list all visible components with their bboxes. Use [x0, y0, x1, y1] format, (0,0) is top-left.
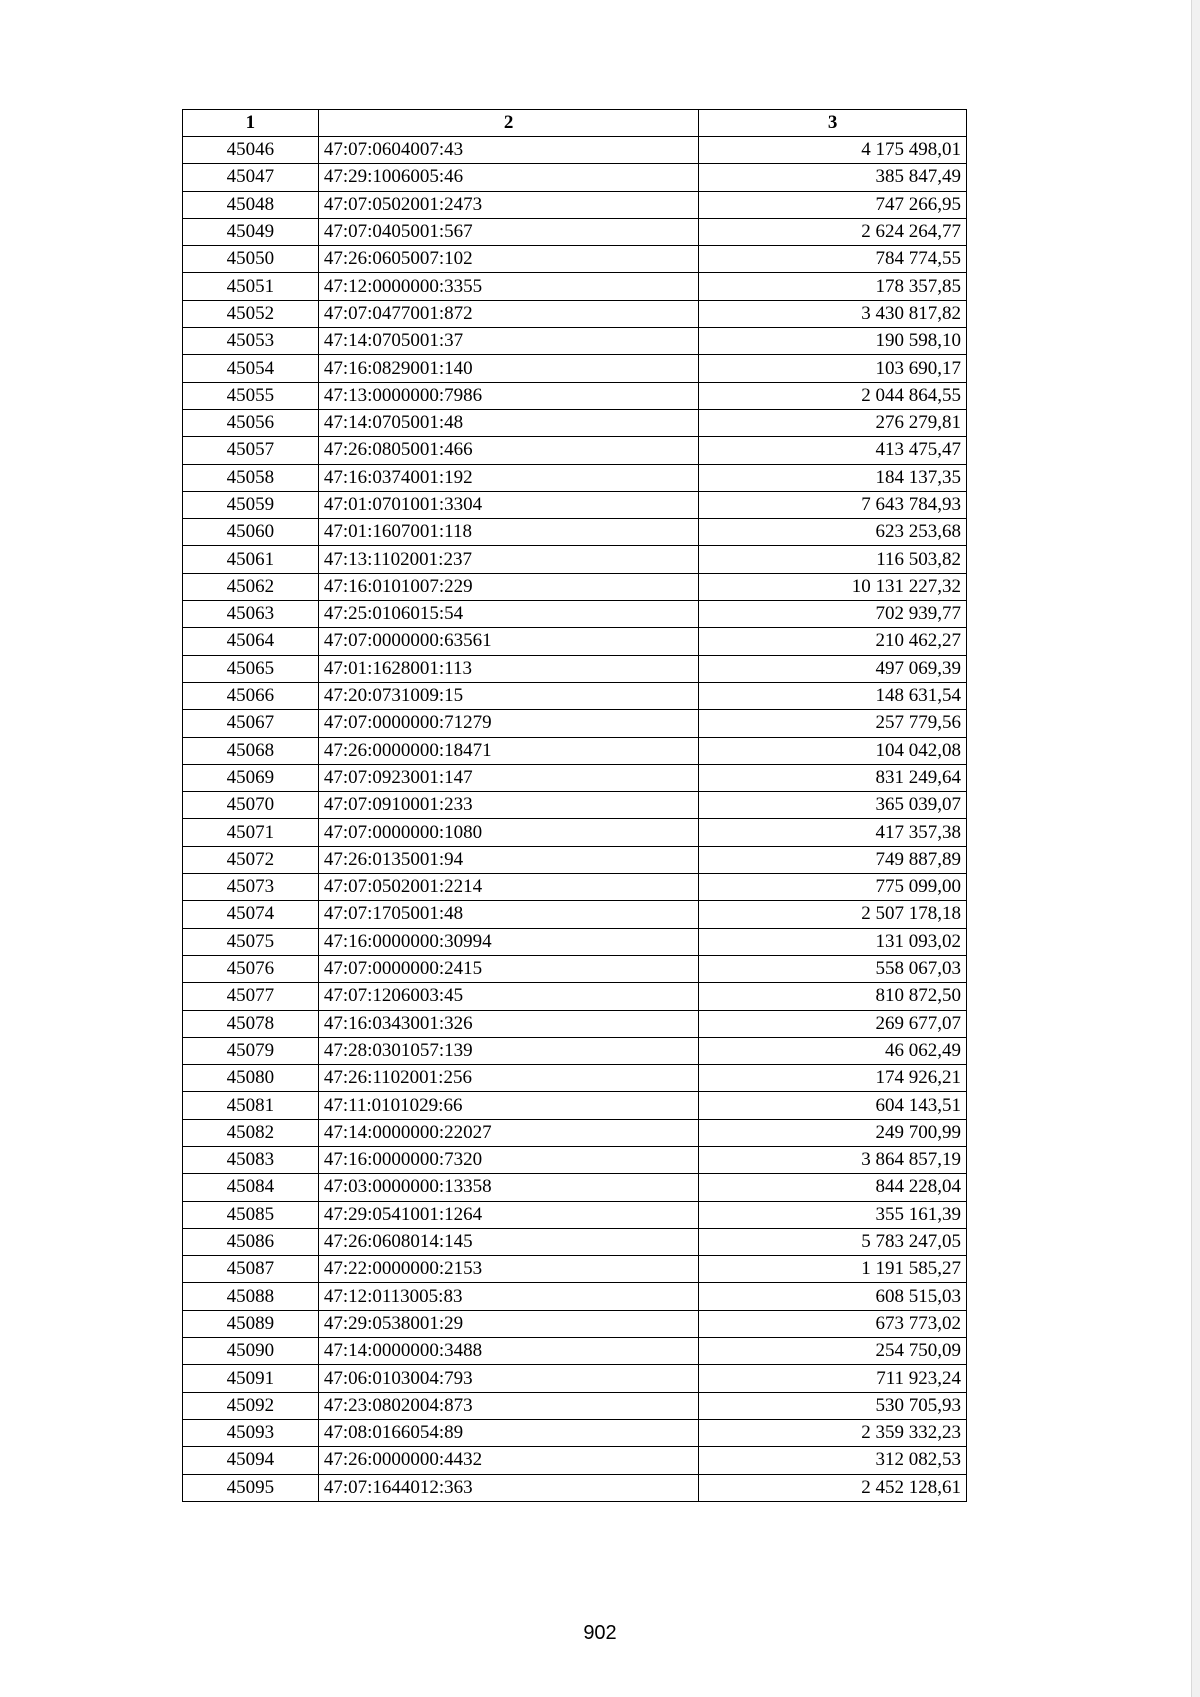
- cadastral-number-cell: 47:26:0000000:18471: [318, 737, 699, 764]
- row-number-cell: 45052: [183, 300, 319, 327]
- value-cell: 2 452 128,61: [699, 1474, 967, 1501]
- row-number-cell: 45057: [183, 437, 319, 464]
- table-row: [183, 1283, 967, 1310]
- table-row: [183, 191, 967, 218]
- cadastral-number-cell: 47:08:0166054:89: [318, 1419, 699, 1446]
- row-number-cell: 45070: [183, 792, 319, 819]
- value-cell: 4 175 498,01: [699, 137, 967, 164]
- value-cell: 312 082,53: [699, 1447, 967, 1474]
- row-number-cell: 45065: [183, 655, 319, 682]
- cadastral-number-cell: 47:26:0608014:145: [318, 1228, 699, 1255]
- row-number-cell: 45092: [183, 1392, 319, 1419]
- cadastral-number-cell: 47:29:0541001:1264: [318, 1201, 699, 1228]
- value-cell: 784 774,55: [699, 246, 967, 273]
- table-row: [183, 792, 967, 819]
- value-cell: 148 631,54: [699, 682, 967, 709]
- column-header-3: 3: [699, 110, 967, 137]
- cadastral-number-cell: 47:12:0113005:83: [318, 1283, 699, 1310]
- row-number-cell: 45055: [183, 382, 319, 409]
- table-row: [183, 655, 967, 682]
- value-cell: 104 042,08: [699, 737, 967, 764]
- table-row: [183, 328, 967, 355]
- value-cell: 530 705,93: [699, 1392, 967, 1419]
- cadastral-number-cell: 47:29:0538001:29: [318, 1310, 699, 1337]
- column-header-2: 2: [318, 110, 699, 137]
- value-cell: 46 062,49: [699, 1037, 967, 1064]
- value-cell: 276 279,81: [699, 409, 967, 436]
- value-cell: 1 191 585,27: [699, 1256, 967, 1283]
- table-header-row: [183, 110, 967, 137]
- row-number-cell: 45088: [183, 1283, 319, 1310]
- value-cell: 810 872,50: [699, 983, 967, 1010]
- row-number-cell: 45061: [183, 546, 319, 573]
- value-cell: 747 266,95: [699, 191, 967, 218]
- cadastral-number-cell: 47:25:0106015:54: [318, 601, 699, 628]
- row-number-cell: 45091: [183, 1365, 319, 1392]
- cadastral-number-cell: 47:29:1006005:46: [318, 164, 699, 191]
- table-row: [183, 1365, 967, 1392]
- table-row: [183, 355, 967, 382]
- row-number-cell: 45083: [183, 1146, 319, 1173]
- cadastral-number-cell: 47:16:0374001:192: [318, 464, 699, 491]
- value-cell: 2 507 178,18: [699, 901, 967, 928]
- value-cell: 623 253,68: [699, 519, 967, 546]
- cadastral-number-cell: 47:07:1705001:48: [318, 901, 699, 928]
- cadastral-number-cell: 47:11:0101029:66: [318, 1092, 699, 1119]
- cadastral-number-cell: 47:16:0829001:140: [318, 355, 699, 382]
- row-number-cell: 45089: [183, 1310, 319, 1337]
- cadastral-number-cell: 47:26:1102001:256: [318, 1065, 699, 1092]
- value-cell: 2 044 864,55: [699, 382, 967, 409]
- table-body: [183, 137, 967, 1502]
- value-cell: 184 137,35: [699, 464, 967, 491]
- cadastral-number-cell: 47:23:0802004:873: [318, 1392, 699, 1419]
- cadastral-number-cell: 47:28:0301057:139: [318, 1037, 699, 1064]
- value-cell: 673 773,02: [699, 1310, 967, 1337]
- table-row: [183, 819, 967, 846]
- value-cell: 2 624 264,77: [699, 218, 967, 245]
- cadastral-number-cell: 47:26:0000000:4432: [318, 1447, 699, 1474]
- value-cell: 2 359 332,23: [699, 1419, 967, 1446]
- row-number-cell: 45084: [183, 1174, 319, 1201]
- value-cell: 417 357,38: [699, 819, 967, 846]
- table-row: [183, 983, 967, 1010]
- row-number-cell: 45051: [183, 273, 319, 300]
- cadastral-number-cell: 47:07:0502001:2473: [318, 191, 699, 218]
- row-number-cell: 45095: [183, 1474, 319, 1501]
- cadastral-number-cell: 47:07:0910001:233: [318, 792, 699, 819]
- row-number-cell: 45050: [183, 246, 319, 273]
- row-number-cell: 45094: [183, 1447, 319, 1474]
- row-number-cell: 45079: [183, 1037, 319, 1064]
- table-row: [183, 710, 967, 737]
- table-row: [183, 1392, 967, 1419]
- table-row: [183, 137, 967, 164]
- row-number-cell: 45047: [183, 164, 319, 191]
- table-row: [183, 874, 967, 901]
- value-cell: 249 700,99: [699, 1119, 967, 1146]
- row-number-cell: 45087: [183, 1256, 319, 1283]
- cadastral-number-cell: 47:16:0343001:326: [318, 1010, 699, 1037]
- cadastral-number-cell: 47:13:0000000:7986: [318, 382, 699, 409]
- cadastral-number-cell: 47:01:1607001:118: [318, 519, 699, 546]
- cadastral-number-cell: 47:07:0000000:2415: [318, 955, 699, 982]
- value-cell: 604 143,51: [699, 1092, 967, 1119]
- value-cell: 190 598,10: [699, 328, 967, 355]
- cadastral-number-cell: 47:12:0000000:3355: [318, 273, 699, 300]
- table-row: [183, 1065, 967, 1092]
- table-row: [183, 737, 967, 764]
- table-row: [183, 764, 967, 791]
- cadastral-number-cell: 47:03:0000000:13358: [318, 1174, 699, 1201]
- value-cell: 178 357,85: [699, 273, 967, 300]
- row-number-cell: 45048: [183, 191, 319, 218]
- table-row: [183, 1119, 967, 1146]
- value-cell: 711 923,24: [699, 1365, 967, 1392]
- cadastral-number-cell: 47:14:0000000:3488: [318, 1338, 699, 1365]
- cadastral-number-cell: 47:16:0000000:7320: [318, 1146, 699, 1173]
- value-cell: 103 690,17: [699, 355, 967, 382]
- row-number-cell: 45069: [183, 764, 319, 791]
- table-row: [183, 1310, 967, 1337]
- cadastral-number-cell: 47:07:0000000:1080: [318, 819, 699, 846]
- row-number-cell: 45077: [183, 983, 319, 1010]
- table-row: [183, 437, 967, 464]
- value-cell: 210 462,27: [699, 628, 967, 655]
- table-row: [183, 300, 967, 327]
- row-number-cell: 45090: [183, 1338, 319, 1365]
- row-number-cell: 45073: [183, 874, 319, 901]
- table-row: [183, 164, 967, 191]
- row-number-cell: 45046: [183, 137, 319, 164]
- value-cell: 10 131 227,32: [699, 573, 967, 600]
- value-cell: 257 779,56: [699, 710, 967, 737]
- table-row: [183, 546, 967, 573]
- value-cell: 702 939,77: [699, 601, 967, 628]
- cadastral-number-cell: 47:14:0000000:22027: [318, 1119, 699, 1146]
- table-row: [183, 1447, 967, 1474]
- table-row: [183, 1146, 967, 1173]
- cadastral-number-cell: 47:13:1102001:237: [318, 546, 699, 573]
- table-row: [183, 519, 967, 546]
- row-number-cell: 45056: [183, 409, 319, 436]
- table-row: [183, 409, 967, 436]
- cadastral-number-cell: 47:01:0701001:3304: [318, 491, 699, 518]
- table-row: [183, 846, 967, 873]
- row-number-cell: 45081: [183, 1092, 319, 1119]
- table-row: [183, 491, 967, 518]
- table-row: [183, 1419, 967, 1446]
- value-cell: 3 864 857,19: [699, 1146, 967, 1173]
- table-row: [183, 901, 967, 928]
- row-number-cell: 45086: [183, 1228, 319, 1255]
- value-cell: 5 783 247,05: [699, 1228, 967, 1255]
- row-number-cell: 45093: [183, 1419, 319, 1446]
- cadastral-number-cell: 47:07:1206003:45: [318, 983, 699, 1010]
- table-row: [183, 628, 967, 655]
- value-cell: 174 926,21: [699, 1065, 967, 1092]
- table-row: [183, 1228, 967, 1255]
- row-number-cell: 45067: [183, 710, 319, 737]
- value-cell: 608 515,03: [699, 1283, 967, 1310]
- table-row: [183, 1256, 967, 1283]
- value-cell: 7 643 784,93: [699, 491, 967, 518]
- cadastral-number-cell: 47:26:0805001:466: [318, 437, 699, 464]
- row-number-cell: 45060: [183, 519, 319, 546]
- row-number-cell: 45074: [183, 901, 319, 928]
- cadastral-number-cell: 47:07:0502001:2214: [318, 874, 699, 901]
- value-cell: 558 067,03: [699, 955, 967, 982]
- table-row: [183, 246, 967, 273]
- row-number-cell: 45071: [183, 819, 319, 846]
- row-number-cell: 45059: [183, 491, 319, 518]
- value-cell: 355 161,39: [699, 1201, 967, 1228]
- cadastral-number-cell: 47:16:0000000:30994: [318, 928, 699, 955]
- cadastral-number-cell: 47:07:0000000:63561: [318, 628, 699, 655]
- table-row: [183, 1092, 967, 1119]
- value-cell: 775 099,00: [699, 874, 967, 901]
- table-row: [183, 1010, 967, 1037]
- table-row: [183, 273, 967, 300]
- row-number-cell: 45058: [183, 464, 319, 491]
- row-number-cell: 45064: [183, 628, 319, 655]
- value-cell: 844 228,04: [699, 1174, 967, 1201]
- row-number-cell: 45076: [183, 955, 319, 982]
- row-number-cell: 45062: [183, 573, 319, 600]
- page-number: 902: [583, 1622, 617, 1644]
- cadastral-number-cell: 47:07:0604007:43: [318, 137, 699, 164]
- table-row: [183, 682, 967, 709]
- cadastral-number-cell: 47:07:1644012:363: [318, 1474, 699, 1501]
- table-row: [183, 928, 967, 955]
- table-row: [183, 1174, 967, 1201]
- table-row: [183, 464, 967, 491]
- row-number-cell: 45078: [183, 1010, 319, 1037]
- value-cell: 269 677,07: [699, 1010, 967, 1037]
- row-number-cell: 45049: [183, 218, 319, 245]
- value-cell: 3 430 817,82: [699, 300, 967, 327]
- row-number-cell: 45085: [183, 1201, 319, 1228]
- page-edge: [1191, 0, 1200, 1697]
- cadastral-number-cell: 47:01:1628001:113: [318, 655, 699, 682]
- value-cell: 131 093,02: [699, 928, 967, 955]
- value-cell: 116 503,82: [699, 546, 967, 573]
- row-number-cell: 45066: [183, 682, 319, 709]
- cadastral-number-cell: 47:07:0923001:147: [318, 764, 699, 791]
- table-row: [183, 601, 967, 628]
- column-header-1: 1: [183, 110, 319, 137]
- cadastral-number-cell: 47:16:0101007:229: [318, 573, 699, 600]
- cadastral-number-cell: 47:14:0705001:37: [318, 328, 699, 355]
- cadastral-number-cell: 47:26:0135001:94: [318, 846, 699, 873]
- table-row: [183, 382, 967, 409]
- table-row: [183, 218, 967, 245]
- table-row: [183, 1474, 967, 1501]
- value-cell: 365 039,07: [699, 792, 967, 819]
- row-number-cell: 45054: [183, 355, 319, 382]
- row-number-cell: 45075: [183, 928, 319, 955]
- cadastral-number-cell: 47:07:0405001:567: [318, 218, 699, 245]
- value-cell: 497 069,39: [699, 655, 967, 682]
- cadastral-number-cell: 47:20:0731009:15: [318, 682, 699, 709]
- value-cell: 749 887,89: [699, 846, 967, 873]
- value-cell: 831 249,64: [699, 764, 967, 791]
- cadastral-number-cell: 47:14:0705001:48: [318, 409, 699, 436]
- cadastral-number-cell: 47:22:0000000:2153: [318, 1256, 699, 1283]
- table-row: [183, 1338, 967, 1365]
- value-cell: 254 750,09: [699, 1338, 967, 1365]
- row-number-cell: 45053: [183, 328, 319, 355]
- row-number-cell: 45068: [183, 737, 319, 764]
- value-cell: 385 847,49: [699, 164, 967, 191]
- row-number-cell: 45082: [183, 1119, 319, 1146]
- cadastral-number-cell: 47:07:0000000:71279: [318, 710, 699, 737]
- value-cell: 413 475,47: [699, 437, 967, 464]
- row-number-cell: 45080: [183, 1065, 319, 1092]
- table-row: [183, 1201, 967, 1228]
- table-row: [183, 955, 967, 982]
- cadastral-number-cell: 47:07:0477001:872: [318, 300, 699, 327]
- table-row: [183, 573, 967, 600]
- cadastral-number-cell: 47:06:0103004:793: [318, 1365, 699, 1392]
- table-row: [183, 1037, 967, 1064]
- row-number-cell: 45063: [183, 601, 319, 628]
- row-number-cell: 45072: [183, 846, 319, 873]
- cadastral-number-cell: 47:26:0605007:102: [318, 246, 699, 273]
- data-table: [182, 109, 967, 1502]
